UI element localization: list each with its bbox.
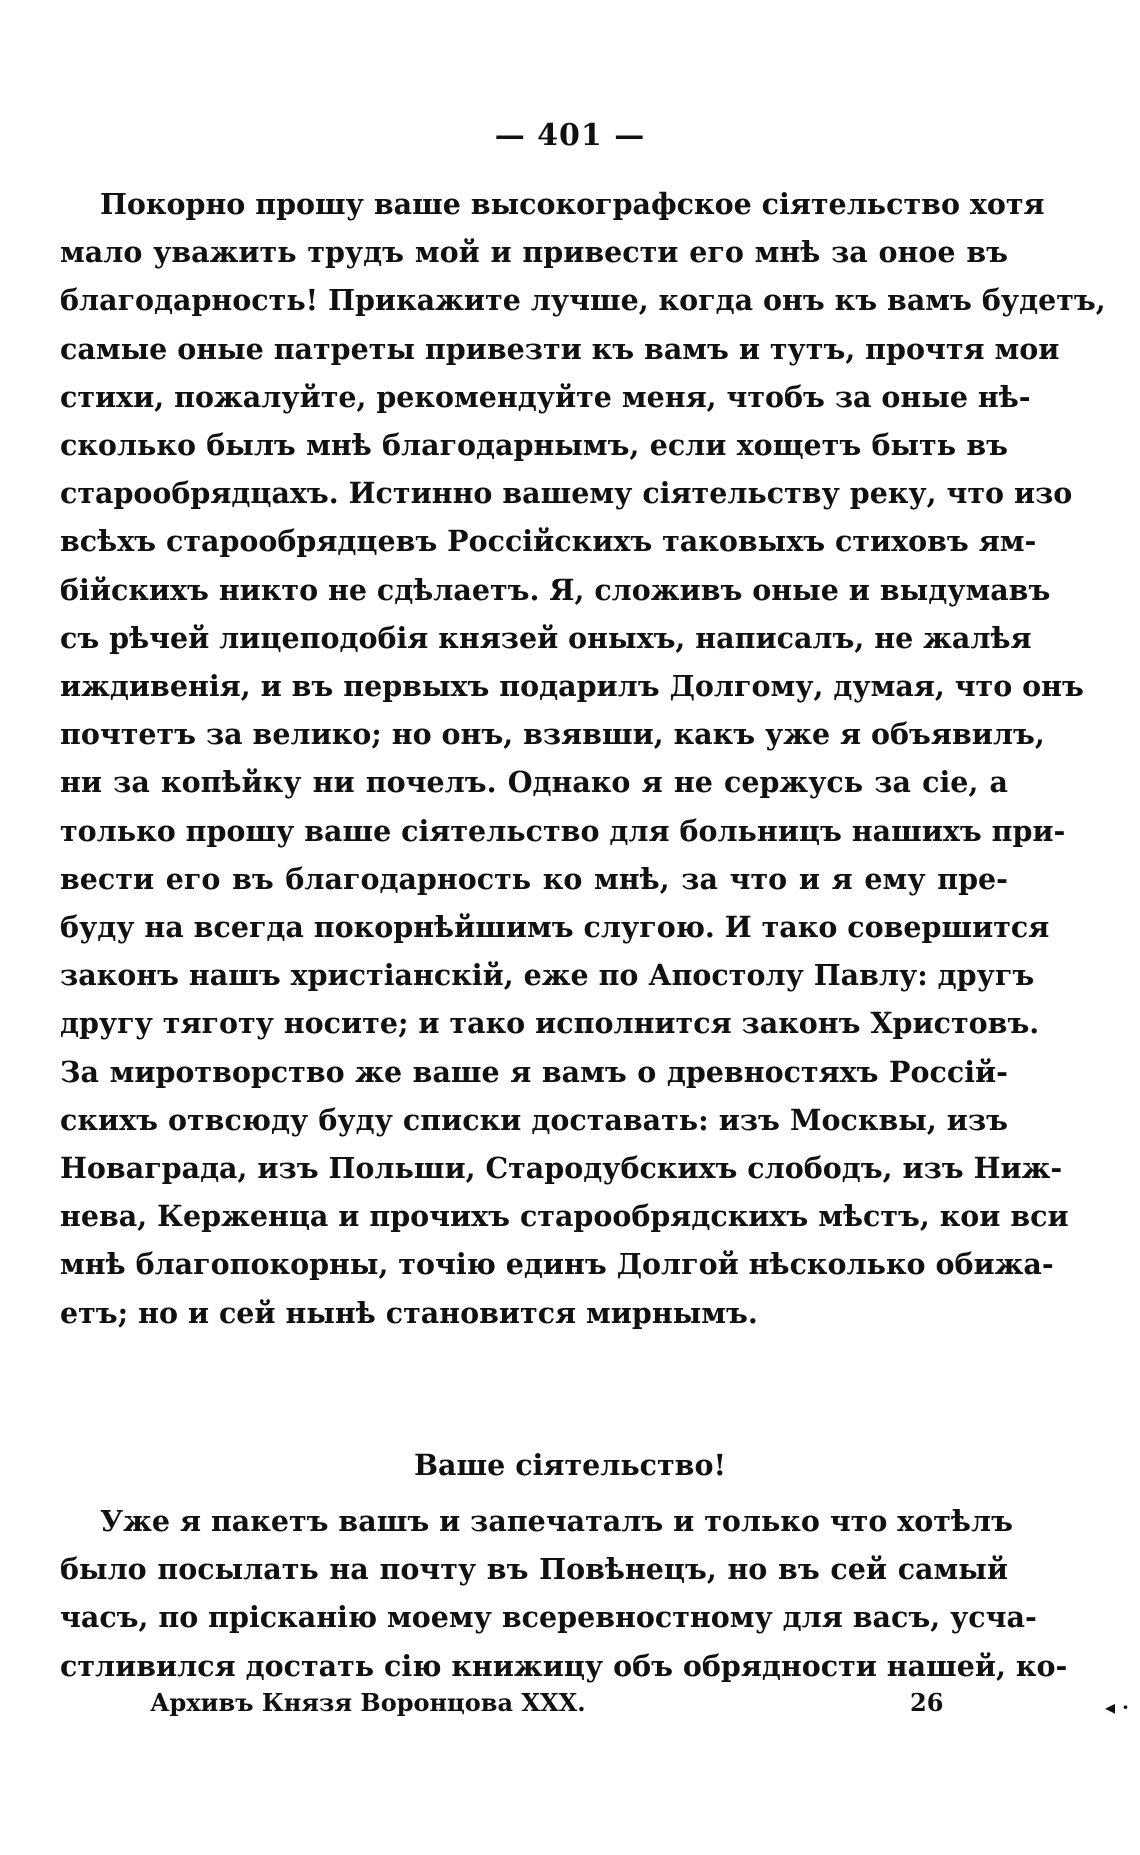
text-line: законъ нашъ христіанскій, еже по Апостолу Павлу: другъ (60, 958, 1035, 993)
text-line: Уже я пакетъ вашъ и запечаталъ и только что хотѣлъ (100, 1504, 1013, 1538)
text-line: скихъ отвсюду буду списки доставать: изъ Москвы, изъ (60, 1102, 1008, 1137)
text-line: только прошу ваше сіятельство для больницъ нашихъ при- (60, 813, 1066, 848)
text-line: стихи, пожалуйте, рекомендуйте меня, чтобъ за оные нѣ- (60, 379, 1031, 414)
text-line: самые оные патреты привезти къ вамъ и тутъ, прочтя мои (60, 331, 1060, 366)
letter-paragraph (60, 1497, 1068, 1690)
text-line: другу тяготу носите; и тако исполнится законъ Христовъ. (60, 1006, 1040, 1041)
text-line: почтетъ за велико; но онъ, взявши, какъ уже я объявилъ, (60, 717, 1045, 752)
text-line: было посылать на почту въ Повѣнецъ, но въ сей самый (60, 1552, 1008, 1587)
text-line: благодарность! Прикажите лучше, когда онъ къ вамъ будетъ, (60, 283, 1106, 318)
text-line: Покорно прошу ваше высокографское сіятельство хотя (100, 187, 1045, 221)
text-line: всѣхъ старообрядцевъ Россійскихъ таковыхъ стиховъ ям- (60, 524, 1037, 559)
text-line: етъ; но и сей нынѣ становится мирнымъ. (60, 1295, 758, 1330)
text-line: старообрядцахъ. Истинно вашему сіятельству реку, что изо (60, 476, 1073, 511)
text-line: буду на всегда покорнѣйшимъ слугою. И тако совершится (60, 910, 1050, 945)
footer-archive-title: Архивъ Князя Воронцова XXX. (150, 1688, 586, 1717)
text-line: иждивенія, и въ первыхъ подарилъ Долгому, думая, что онъ (60, 669, 1084, 704)
text-line: вести его въ благодарность ко мнѣ, за что и я ему пре- (60, 861, 1008, 896)
text-line: стливился достать сію книжицу объ обрядности нашей, ко- (60, 1648, 1068, 1683)
text-line: съ рѣчей лицеподобія князей оныхъ, написалъ, не жалѣя (60, 620, 1032, 655)
footer-sheet-number: 26 (910, 1688, 944, 1717)
text-line: сколько былъ мнѣ благодарнымъ, если хощетъ быть въ (60, 428, 1008, 463)
text-line: нева, Керженца и прочихъ старообрядскихъ мѣстъ, кои вси (60, 1199, 1069, 1234)
text-line: ни за копѣйку ни почелъ. Однако я не сержусь за сіе, а (60, 765, 1008, 800)
salutation-heading: Ваше сіятельство! (413, 1448, 727, 1482)
page-number: — 401 — (494, 118, 646, 153)
text-line: За миротворство же ваше я вамъ о древностяхъ Россій- (60, 1054, 1008, 1089)
text-line: Новаграда, изъ Польши, Стародубскихъ слободъ, изъ Ниж- (60, 1151, 1063, 1186)
text-line: часъ, по прісканію моему всеревностному для васъ, усча- (60, 1600, 1037, 1635)
margin-mark: ◂ · (1105, 1695, 1129, 1719)
text-line: мнѣ благопокорны, точію единъ Долгой нѣсколько обижа- (60, 1247, 1054, 1282)
text-line: бійскихъ никто не сдѣлаетъ. Я, сложивъ оные и выдумавъ (60, 572, 1051, 607)
text-line: мало уважить трудъ мой и привести его мнѣ за оное въ (60, 235, 1008, 270)
main-paragraph (60, 180, 1106, 1337)
